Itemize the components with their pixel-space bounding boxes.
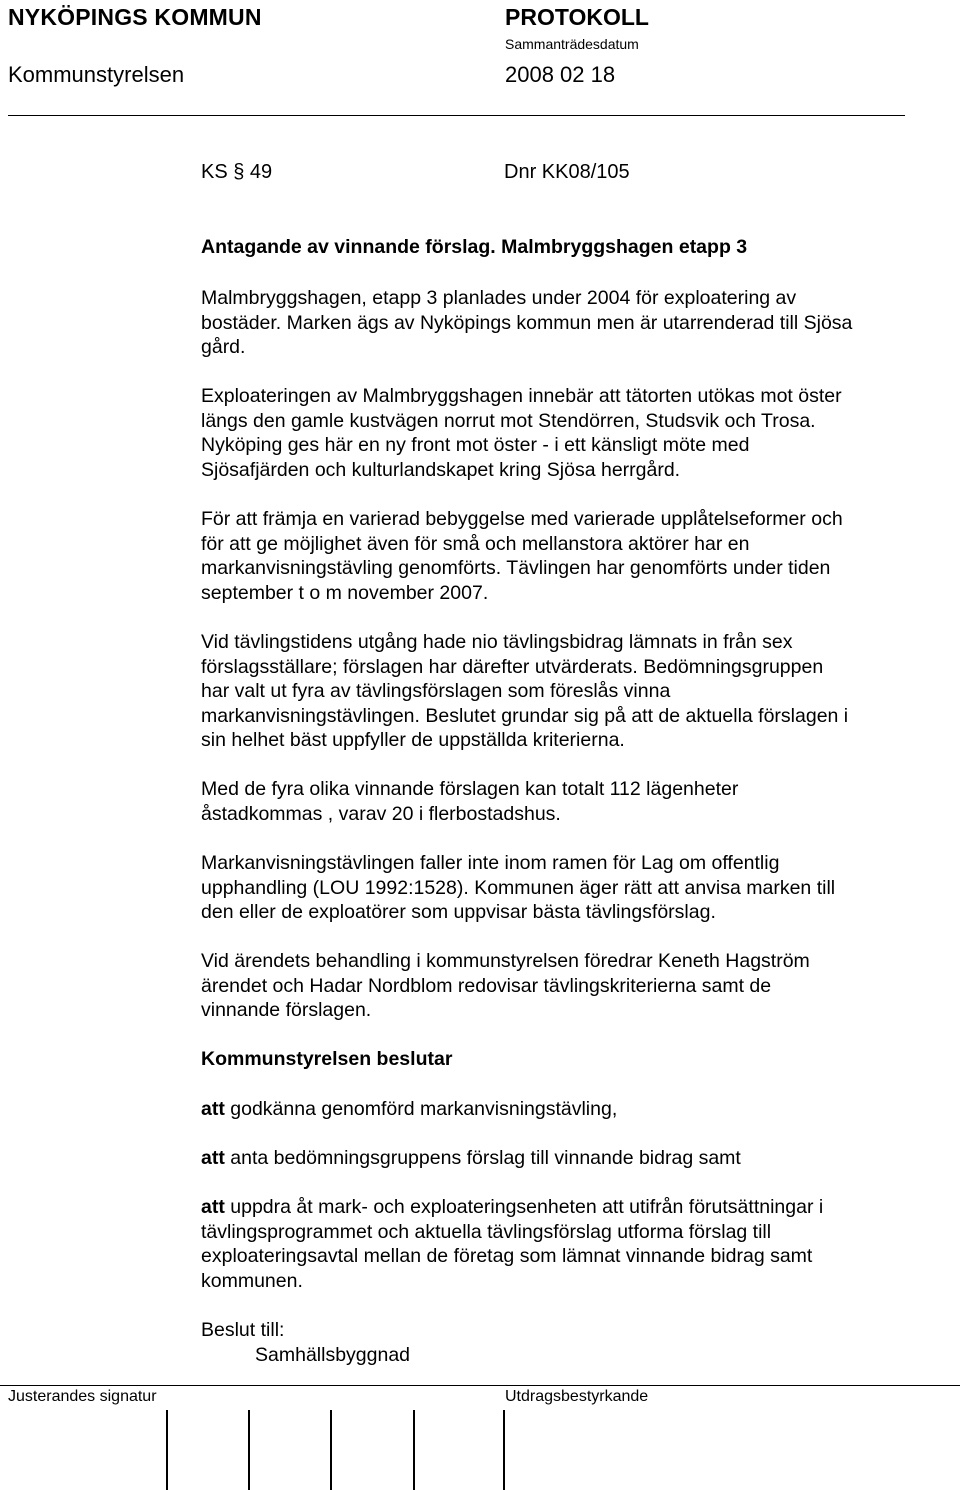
signature-line bbox=[248, 1410, 250, 1490]
paragraph-line: Vid tävlingstidens utgång hade nio tävlingsbidrag lämnats in från sex bbox=[201, 631, 793, 653]
signature-line bbox=[503, 1410, 505, 1490]
department: Kommunstyrelsen bbox=[8, 62, 185, 87]
organization-name: NYKÖPINGS KOMMUN bbox=[8, 4, 262, 30]
paragraph-line: har valt ut fyra av tävlingsförslagen som föreslås vinna bbox=[201, 680, 671, 703]
paragraph-3 bbox=[201, 507, 916, 605]
paragraph-line: vinnande förslagen. bbox=[201, 999, 372, 1022]
signature-line bbox=[413, 1410, 415, 1490]
paragraph-line: den eller de exploatörer som uppvisar bästa tävlingsförslag. bbox=[201, 901, 716, 924]
document-type: PROTOKOLL bbox=[505, 4, 649, 30]
paragraph-line: förslagsställare; förslagen har därefter utvärderats. Bedömningsgruppen bbox=[201, 655, 824, 678]
meeting-date-label: Sammanträdesdatum bbox=[505, 36, 639, 52]
att-keyword: att bbox=[201, 1098, 225, 1120]
paragraph-line: Nyköping ges här en ny front mot öster - i ett känsligt möte med bbox=[201, 434, 750, 457]
decision-item-text: uppdra åt mark- och exploateringsenheten att utifrån förutsättningar i bbox=[224, 1196, 824, 1218]
paragraph-1 bbox=[201, 286, 916, 360]
paragraph-line: Markanvisningstävlingen faller inte inom ramen för Lag om offentlig bbox=[201, 852, 780, 874]
decision-item-1 bbox=[201, 1097, 916, 1122]
decision-item-2 bbox=[201, 1146, 916, 1171]
header-divider bbox=[8, 115, 905, 116]
paragraph-line: september t o m november 2007. bbox=[201, 581, 489, 604]
meeting-date: 2008 02 18 bbox=[505, 62, 616, 87]
certification-label: Utdragsbestyrkande bbox=[505, 1388, 649, 1405]
decision-heading-text: Kommunstyrelsen beslutar bbox=[201, 1048, 453, 1070]
paragraph-line: kommunen. bbox=[201, 1269, 303, 1292]
decision-heading bbox=[201, 1047, 916, 1072]
paragraph-line: för att ge möjlighet även för små och mellanstora aktörer har en bbox=[201, 532, 750, 555]
section-title bbox=[201, 235, 916, 260]
paragraph-line: åstadkommas , varav 20 i flerbostadshus. bbox=[201, 802, 561, 825]
paragraph-line: markanvisningstävling genomförts. Tävlingen har genomförts under tiden bbox=[201, 557, 831, 580]
att-keyword: att bbox=[201, 1147, 225, 1169]
paragraph-line: Vid ärendets behandling i kommunstyrelsen föredrar Keneth Hagström bbox=[201, 950, 810, 972]
paragraph-5 bbox=[201, 777, 916, 826]
paragraph-2 bbox=[201, 384, 916, 482]
paragraph-line: Exploateringen av Malmbryggshagen innebär att tätorten utökas mot öster bbox=[201, 385, 842, 407]
signature-label: Justerandes signatur bbox=[8, 1388, 157, 1405]
sent-to-label: Beslut till: bbox=[201, 1319, 285, 1341]
paragraph-line: Malmbryggshagen, etapp 3 planlades under 2004 för exploatering av bbox=[201, 287, 797, 309]
case-number: KS § 49 bbox=[201, 161, 273, 183]
paragraph-6 bbox=[201, 851, 916, 925]
att-keyword: att bbox=[201, 1196, 225, 1218]
paragraph-line: Med de fyra olika vinnande förslagen kan totalt 112 lägenheter bbox=[201, 778, 739, 800]
decision-item-3 bbox=[201, 1195, 916, 1293]
case-reference: Dnr KK08/105 bbox=[504, 161, 630, 183]
footer-divider bbox=[0, 1385, 960, 1386]
paragraph-line: exploateringsavtal mellan de företag som lämnat vinnande bidrag samt bbox=[201, 1245, 813, 1268]
paragraph-4 bbox=[201, 630, 916, 753]
sent-to-recipient: Samhällsbyggnad bbox=[255, 1343, 411, 1366]
paragraph-line: Sjösafjärden och kulturlandskapet kring Sjösa herrgård. bbox=[201, 458, 681, 481]
paragraph-line: markanvisningstävlingen. Beslutet grundar sig på att de aktuella förslagen i bbox=[201, 704, 849, 727]
sent-to-block bbox=[201, 1318, 916, 1367]
paragraph-line: sin helhet bäst uppfyller de uppställda kriterierna. bbox=[201, 729, 625, 752]
decision-item-text: anta bedömningsgruppens förslag till vinnande bidrag samt bbox=[230, 1147, 741, 1169]
signature-line bbox=[166, 1410, 168, 1490]
title-text: Antagande av vinnande förslag. Malmbryggshagen etapp 3 bbox=[201, 236, 748, 258]
paragraph-7 bbox=[201, 949, 916, 1023]
decision-item-text: godkänna genomförd markanvisningstävling, bbox=[230, 1098, 618, 1120]
paragraph-line: upphandling (LOU 1992:1528). Kommunen äger rätt att anvisa marken till bbox=[201, 876, 836, 899]
paragraph-line: bostäder. Marken ägs av Nyköpings kommun men är utarrenderad till Sjösa bbox=[201, 311, 853, 334]
paragraph-line: gård. bbox=[201, 336, 246, 359]
paragraph-line: ärendet och Hadar Nordblom redovisar tävlingskriterierna samt de bbox=[201, 974, 772, 997]
paragraph-line: tävlingsprogrammet och aktuella tävlingsförslag utforma förslag till bbox=[201, 1220, 772, 1243]
paragraph-line: För att främja en varierad bebyggelse med varierade upplåtelseformer och bbox=[201, 508, 843, 530]
paragraph-line: längs den gamle kustvägen norrut mot Stendörren, Studsvik och Trosa. bbox=[201, 409, 816, 432]
signature-line bbox=[330, 1410, 332, 1490]
